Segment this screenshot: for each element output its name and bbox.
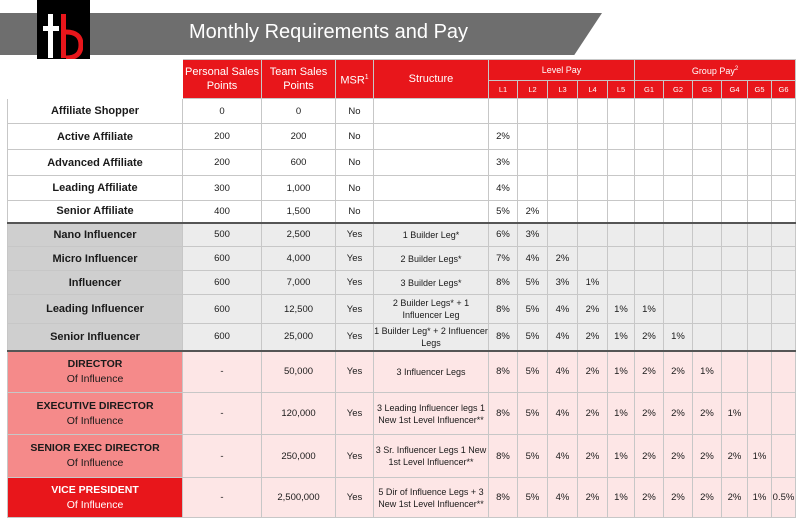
group-pay-g2 — [664, 271, 693, 295]
level-pay-l2: 5% — [518, 478, 548, 518]
level-pay-l2: 3% — [518, 223, 548, 247]
personal-sales-points: 300 — [183, 176, 262, 201]
level-pay-l2: 5% — [518, 435, 548, 478]
table-row — [8, 478, 796, 518]
header-level-1: L1 — [489, 81, 518, 99]
group-pay-g4 — [722, 223, 748, 247]
group-pay-g2 — [664, 201, 693, 223]
level-pay-l4: 2% — [578, 393, 608, 435]
msr-value: Yes — [336, 247, 374, 271]
group-pay-g2 — [664, 176, 693, 201]
level-pay-l2: 5% — [518, 295, 548, 324]
rank-name — [8, 201, 183, 223]
group-pay-g5 — [748, 124, 772, 150]
group-pay-g2 — [664, 99, 693, 124]
table-row — [8, 223, 796, 247]
level-pay-l2: 4% — [518, 247, 548, 271]
table-row — [8, 435, 796, 478]
group-pay-g1: 2% — [635, 351, 664, 393]
group-pay-g3 — [693, 99, 722, 124]
group-pay-g6 — [772, 150, 796, 176]
rank-subtitle: Of Influence — [66, 372, 124, 385]
header-team-sales: Team Sales Points — [262, 60, 336, 99]
level-pay-l4 — [578, 124, 608, 150]
level-pay-l2 — [518, 99, 548, 124]
structure-requirement: 5 Dir of Influence Legs + 3 New 1st Level Influencer** — [374, 478, 489, 518]
level-pay-l3: 4% — [548, 351, 578, 393]
group-pay-g5 — [748, 201, 772, 223]
level-pay-l5 — [608, 223, 635, 247]
structure-requirement: 2 Builder Legs* + 1 Influencer Leg — [374, 295, 489, 324]
rank-title: Senior Influencer — [50, 330, 140, 343]
header-msr — [336, 60, 374, 99]
group-pay-g6: 0.5% — [772, 478, 796, 518]
level-pay-l3 — [548, 99, 578, 124]
level-pay-l4: 2% — [578, 351, 608, 393]
rank-name — [8, 150, 183, 176]
level-pay-l4: 1% — [578, 271, 608, 295]
group-pay-g6 — [772, 435, 796, 478]
structure-requirement — [374, 124, 489, 150]
group-pay-g6 — [772, 271, 796, 295]
rank-subtitle: Of Influence — [66, 414, 124, 427]
table-row — [8, 393, 796, 435]
rank-name — [8, 435, 183, 478]
table-row — [8, 124, 796, 150]
structure-requirement: 3 Leading Influencer legs 1 New 1st Level Influencer** — [374, 393, 489, 435]
level-pay-l5: 1% — [608, 435, 635, 478]
rank-title: Leading Influencer — [46, 303, 144, 315]
group-pay-g1: 2% — [635, 435, 664, 478]
group-pay-g6 — [772, 124, 796, 150]
table-body — [8, 99, 796, 518]
personal-sales-points: 200 — [183, 124, 262, 150]
structure-requirement — [374, 176, 489, 201]
personal-sales-points: 600 — [183, 324, 262, 351]
group-pay-g4 — [722, 247, 748, 271]
level-pay-l1: 8% — [489, 393, 518, 435]
header-level-3: L3 — [548, 81, 578, 99]
table-row — [8, 247, 796, 271]
header-level-5: L5 — [608, 81, 635, 99]
group-pay-g4 — [722, 176, 748, 201]
group-pay-g1: 1% — [635, 295, 664, 324]
personal-sales-points: 400 — [183, 201, 262, 223]
rank-name — [8, 295, 183, 324]
level-pay-l5: 1% — [608, 393, 635, 435]
group-pay-g4 — [722, 201, 748, 223]
rank-title: Influencer — [68, 276, 122, 289]
level-pay-l3: 4% — [548, 393, 578, 435]
group-pay-g5 — [748, 351, 772, 393]
msr-value: Yes — [336, 478, 374, 518]
personal-sales-points: - — [183, 435, 262, 478]
level-pay-l5 — [608, 201, 635, 223]
group-pay-g3 — [693, 324, 722, 351]
group-pay-g1 — [635, 176, 664, 201]
group-pay-g5 — [748, 247, 772, 271]
group-pay-g6 — [772, 324, 796, 351]
level-pay-l3 — [548, 150, 578, 176]
group-pay-g5 — [748, 271, 772, 295]
rank-title: EXECUTIVE DIRECTOR — [36, 399, 154, 412]
group-pay-g4: 2% — [722, 478, 748, 518]
header-group-5: G5 — [748, 81, 772, 99]
level-pay-l4: 2% — [578, 324, 608, 351]
rank-subtitle: Of Influence — [66, 498, 124, 511]
group-pay-g4: 2% — [722, 435, 748, 478]
group-pay-g5 — [748, 295, 772, 324]
group-pay-g2 — [664, 295, 693, 324]
rank-name — [8, 223, 183, 247]
level-pay-l2 — [518, 150, 548, 176]
group-pay-g4 — [722, 99, 748, 124]
level-pay-l5 — [608, 124, 635, 150]
level-pay-l3: 2% — [548, 247, 578, 271]
team-sales-points: 0 — [262, 99, 336, 124]
rank-name — [8, 99, 183, 124]
level-pay-l2: 2% — [518, 201, 548, 223]
group-pay-g6 — [772, 176, 796, 201]
msr-value: Yes — [336, 393, 374, 435]
team-sales-points: 12,500 — [262, 295, 336, 324]
header-structure: Structure — [374, 60, 489, 99]
group-pay-g6 — [772, 393, 796, 435]
group-pay-g4 — [722, 150, 748, 176]
personal-sales-points: 200 — [183, 150, 262, 176]
team-sales-points: 200 — [262, 124, 336, 150]
rank-title: Active Affiliate — [56, 130, 133, 143]
header-group-pay-label: Group Pay — [691, 65, 735, 76]
table-row — [8, 351, 796, 393]
table-row — [8, 99, 796, 124]
group-pay-g3 — [693, 223, 722, 247]
group-pay-g1 — [635, 201, 664, 223]
level-pay-l1: 8% — [489, 478, 518, 518]
rank-name — [8, 478, 183, 518]
structure-requirement — [374, 201, 489, 223]
level-pay-l4 — [578, 201, 608, 223]
rank-title: DIRECTOR — [67, 357, 123, 370]
team-sales-points: 50,000 — [262, 351, 336, 393]
level-pay-l2: 5% — [518, 324, 548, 351]
level-pay-l4: 2% — [578, 435, 608, 478]
level-pay-l3 — [548, 201, 578, 223]
msr-value: Yes — [336, 223, 374, 247]
rank-title: SENIOR EXEC DIRECTOR — [30, 442, 160, 454]
group-pay-g5: 1% — [748, 478, 772, 518]
rank-title: Advanced Affiliate — [47, 156, 143, 169]
group-pay-g3 — [693, 201, 722, 223]
group-pay-g6 — [772, 99, 796, 124]
group-pay-g1 — [635, 223, 664, 247]
msr-value: No — [336, 176, 374, 201]
table-row — [8, 271, 796, 295]
group-pay-g1: 2% — [635, 324, 664, 351]
group-pay-g1: 2% — [635, 478, 664, 518]
level-pay-l4: 2% — [578, 295, 608, 324]
structure-requirement: 1 Builder Leg* — [374, 223, 489, 247]
group-pay-g3: 2% — [693, 393, 722, 435]
msr-value: No — [336, 201, 374, 223]
personal-sales-points: 600 — [183, 295, 262, 324]
group-pay-g6 — [772, 201, 796, 223]
group-pay-g2 — [664, 223, 693, 247]
team-sales-points: 4,000 — [262, 247, 336, 271]
rank-title: Micro Influencer — [52, 252, 138, 265]
level-pay-l3: 4% — [548, 324, 578, 351]
group-pay-g3 — [693, 295, 722, 324]
team-sales-points: 600 — [262, 150, 336, 176]
rank-name — [8, 324, 183, 351]
level-pay-l1: 3% — [489, 150, 518, 176]
personal-sales-points: 600 — [183, 271, 262, 295]
msr-value: Yes — [336, 351, 374, 393]
level-pay-l5: 1% — [608, 324, 635, 351]
rank-subtitle: Of Influence — [66, 457, 124, 469]
group-pay-g3: 2% — [693, 478, 722, 518]
requirements-table — [7, 59, 796, 518]
team-sales-points: 250,000 — [262, 435, 336, 478]
structure-requirement: 3 Sr. Influencer Legs 1 New 1st Level Influencer** — [374, 435, 489, 478]
table-row — [8, 324, 796, 351]
group-pay-g1 — [635, 247, 664, 271]
msr-value: Yes — [336, 324, 374, 351]
table-row — [8, 176, 796, 201]
header-level-pay: Level Pay — [489, 60, 635, 81]
personal-sales-points: 500 — [183, 223, 262, 247]
msr-value: Yes — [336, 435, 374, 478]
structure-requirement: 3 Builder Legs* — [374, 271, 489, 295]
level-pay-l5 — [608, 150, 635, 176]
group-pay-g3 — [693, 124, 722, 150]
personal-sales-points: 0 — [183, 99, 262, 124]
group-pay-g1 — [635, 271, 664, 295]
table-row — [8, 201, 796, 223]
rank-title: VICE PRESIDENT — [51, 483, 139, 496]
level-pay-l1: 5% — [489, 201, 518, 223]
group-pay-g3 — [693, 271, 722, 295]
level-pay-l3 — [548, 176, 578, 201]
group-pay-g3: 1% — [693, 351, 722, 393]
personal-sales-points: - — [183, 393, 262, 435]
level-pay-l2: 5% — [518, 351, 548, 393]
group-pay-g2 — [664, 150, 693, 176]
level-pay-l3 — [548, 223, 578, 247]
group-pay-g3 — [693, 150, 722, 176]
group-pay-g1: 2% — [635, 393, 664, 435]
level-pay-l1: 8% — [489, 271, 518, 295]
msr-value: No — [336, 124, 374, 150]
level-pay-l3: 4% — [548, 478, 578, 518]
level-pay-l5 — [608, 99, 635, 124]
header-group-2: G2 — [664, 81, 693, 99]
header-msr-label: MSR — [340, 74, 365, 87]
header-group-pay — [635, 60, 796, 81]
header-level-4: L4 — [578, 81, 608, 99]
rank-title: Leading Affiliate — [52, 182, 138, 194]
level-pay-l1: 8% — [489, 351, 518, 393]
group-pay-g4 — [722, 124, 748, 150]
group-pay-g5 — [748, 176, 772, 201]
team-sales-points: 2,500,000 — [262, 478, 336, 518]
group-pay-g5 — [748, 223, 772, 247]
rank-title: Nano Influencer — [53, 228, 137, 241]
level-pay-l4 — [578, 176, 608, 201]
level-pay-l5: 1% — [608, 351, 635, 393]
rank-name — [8, 351, 183, 393]
group-pay-g1 — [635, 99, 664, 124]
header-group-1: G1 — [635, 81, 664, 99]
level-pay-l4 — [578, 223, 608, 247]
structure-requirement: 1 Builder Leg* + 2 Influencer Legs — [374, 324, 489, 351]
level-pay-l3: 4% — [548, 435, 578, 478]
rank-name — [8, 176, 183, 201]
level-pay-l5 — [608, 271, 635, 295]
group-pay-g5: 1% — [748, 435, 772, 478]
rank-title: Affiliate Shopper — [50, 105, 139, 117]
group-pay-g6 — [772, 351, 796, 393]
structure-requirement: 3 Influencer Legs — [374, 351, 489, 393]
level-pay-l4 — [578, 150, 608, 176]
level-pay-l1: 8% — [489, 324, 518, 351]
group-pay-g5 — [748, 99, 772, 124]
level-pay-l1: 8% — [489, 435, 518, 478]
level-pay-l2 — [518, 124, 548, 150]
msr-footnote-mark: 1 — [364, 73, 369, 81]
level-pay-l5: 1% — [608, 478, 635, 518]
group-pay-g4 — [722, 271, 748, 295]
level-pay-l1 — [489, 99, 518, 124]
personal-sales-points: 600 — [183, 247, 262, 271]
level-pay-l4 — [578, 99, 608, 124]
group-pay-g2 — [664, 124, 693, 150]
level-pay-l5 — [608, 247, 635, 271]
team-sales-points: 7,000 — [262, 271, 336, 295]
header-level-2: L2 — [518, 81, 548, 99]
header-group-6: G6 — [772, 81, 796, 99]
level-pay-l3 — [548, 124, 578, 150]
group-pay-g1 — [635, 150, 664, 176]
group-pay-g5 — [748, 150, 772, 176]
level-pay-l1: 4% — [489, 176, 518, 201]
level-pay-l1: 2% — [489, 124, 518, 150]
msr-value: No — [336, 99, 374, 124]
group-pay-g2: 2% — [664, 435, 693, 478]
group-pay-g5 — [748, 393, 772, 435]
level-pay-l2: 5% — [518, 393, 548, 435]
group-pay-g1 — [635, 124, 664, 150]
level-pay-l5 — [608, 176, 635, 201]
team-sales-points: 1,500 — [262, 201, 336, 223]
group-pay-g3: 2% — [693, 435, 722, 478]
group-pay-g2: 2% — [664, 393, 693, 435]
group-pay-g4: 1% — [722, 393, 748, 435]
group-pay-g6 — [772, 223, 796, 247]
group-pay-footnote-mark: 2 — [734, 65, 739, 72]
level-pay-l3: 4% — [548, 295, 578, 324]
group-pay-g5 — [748, 324, 772, 351]
page-title: Monthly Requirements and Pay — [189, 21, 469, 43]
group-pay-g4 — [722, 324, 748, 351]
team-sales-points: 1,000 — [262, 176, 336, 201]
team-sales-points: 2,500 — [262, 223, 336, 247]
header-group-4: G4 — [722, 81, 748, 99]
level-pay-l4 — [578, 247, 608, 271]
header-personal-sales: Personal Sales Points — [183, 60, 262, 99]
rank-title: Senior Affiliate — [56, 205, 134, 218]
group-pay-g2: 2% — [664, 351, 693, 393]
group-pay-g3 — [693, 247, 722, 271]
msr-value: Yes — [336, 271, 374, 295]
group-pay-g4 — [722, 295, 748, 324]
personal-sales-points: - — [183, 351, 262, 393]
group-pay-g2: 2% — [664, 478, 693, 518]
level-pay-l5: 1% — [608, 295, 635, 324]
level-pay-l2 — [518, 176, 548, 201]
personal-sales-points: - — [183, 478, 262, 518]
team-sales-points: 25,000 — [262, 324, 336, 351]
group-pay-g6 — [772, 247, 796, 271]
group-pay-g6 — [772, 295, 796, 324]
rank-name — [8, 124, 183, 150]
table-row — [8, 295, 796, 324]
group-pay-g3 — [693, 176, 722, 201]
rank-name — [8, 393, 183, 435]
header-group-3: G3 — [693, 81, 722, 99]
structure-requirement — [374, 150, 489, 176]
structure-requirement: 2 Builder Legs* — [374, 247, 489, 271]
structure-requirement — [374, 99, 489, 124]
table-row — [8, 150, 796, 176]
group-pay-g2 — [664, 247, 693, 271]
msr-value: No — [336, 150, 374, 176]
rank-name — [8, 247, 183, 271]
group-pay-g4 — [722, 351, 748, 393]
rank-name — [8, 271, 183, 295]
msr-value: Yes — [336, 295, 374, 324]
level-pay-l2: 5% — [518, 271, 548, 295]
level-pay-l1: 8% — [489, 295, 518, 324]
team-sales-points: 120,000 — [262, 393, 336, 435]
level-pay-l3: 3% — [548, 271, 578, 295]
level-pay-l1: 7% — [489, 247, 518, 271]
level-pay-l4: 2% — [578, 478, 608, 518]
level-pay-l1: 6% — [489, 223, 518, 247]
group-pay-g2: 1% — [664, 324, 693, 351]
corner-blank — [8, 60, 183, 99]
